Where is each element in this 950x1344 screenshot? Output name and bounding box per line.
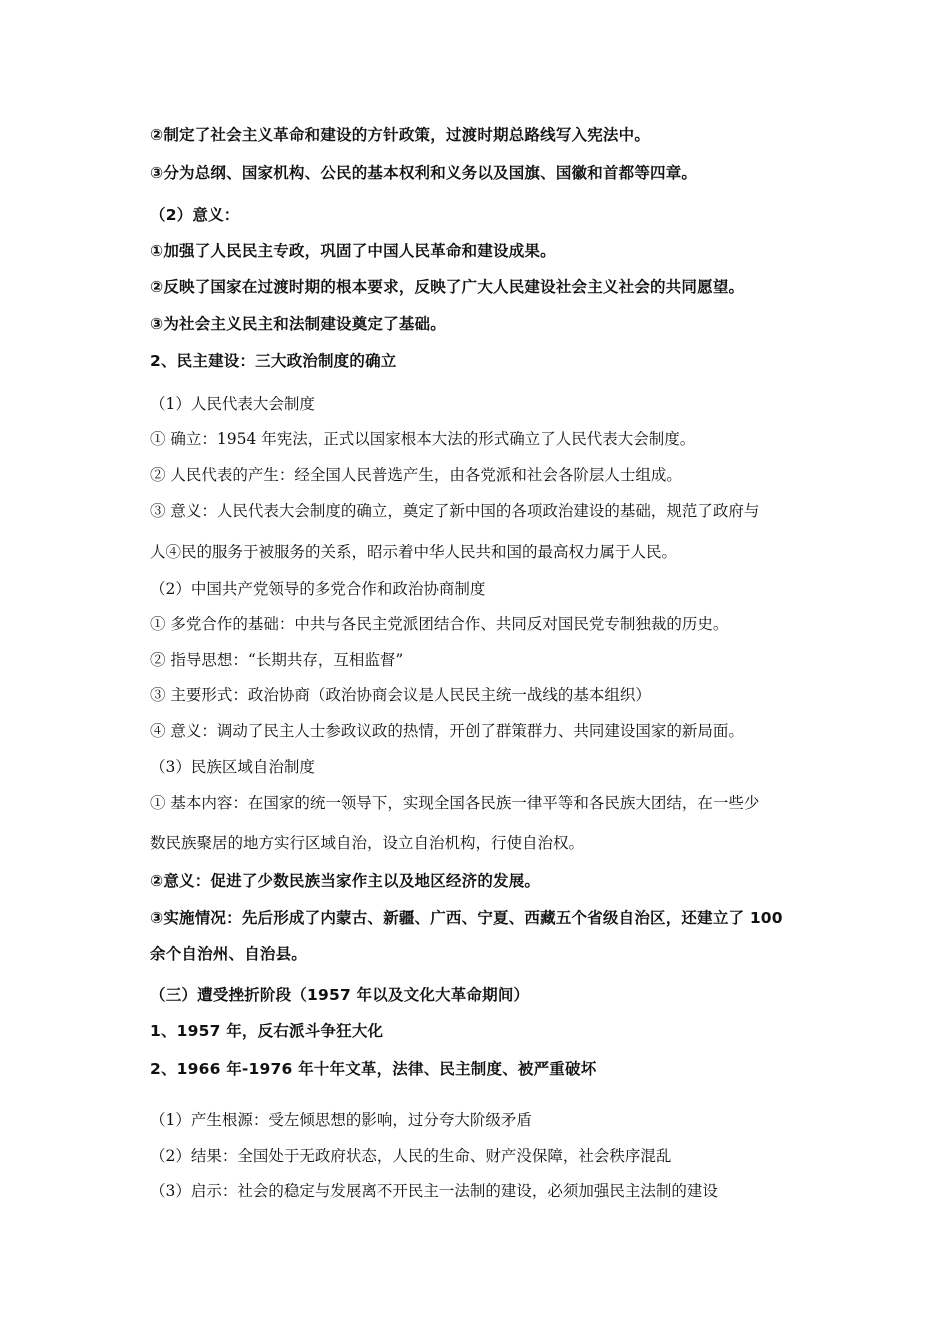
text-line: ① 确立：1954 年宪法，正式以国家根本大法的形式确立了人民代表大会制度。: [150, 430, 696, 448]
text-line: 人④民的服务于被服务的关系，昭示着中华人民共和国的最高权力属于人民。: [150, 543, 678, 561]
text-line: ② 人民代表的产生：经全国人民普选产生，由各党派和社会各阶层人士组成。: [150, 466, 682, 484]
text-line: ③ 意义：人民代表大会制度的确立，奠定了新中国的各项政治建设的基础，规范了政府与: [150, 502, 760, 520]
text-line: ② 指导思想：“长期共存，互相监督”: [150, 651, 404, 669]
text-line: ① 多党合作的基础：中共与各民主党派团结合作、共同反对国民党专制独裁的历史。: [150, 615, 729, 633]
text-line: 1、1957 年，反右派斗争狂大化: [150, 1022, 384, 1040]
section-heading: （2）中国共产党领导的多党合作和政治协商制度: [150, 580, 486, 598]
text-line: ① 基本内容：在国家的统一领导下，实现全国各民族一律平等和各民族大团结，在一些少: [150, 794, 760, 812]
section-heading: 2、民主建设：三大政治制度的确立: [150, 352, 397, 370]
text-line: ③实施情况：先后形成了内蒙古、新疆、广西、宁夏、西藏五个省级自治区，还建立了 100: [150, 909, 783, 927]
text-line: ②制定了社会主义革命和建设的方针政策，过渡时期总路线写入宪法中。: [150, 126, 651, 144]
text-line: ③ 主要形式：政治协商（政治协商会议是人民民主统一战线的基本组织）: [150, 686, 651, 704]
text-line: （2）结果：全国处于无政府状态，人民的生命、财产没保障，社会秩序混乱: [150, 1147, 672, 1165]
text-line: ②反映了国家在过渡时期的根本要求，反映了广大人民建设社会主义社会的共同愿望。: [150, 278, 745, 296]
section-heading: （1）人民代表大会制度: [150, 395, 315, 413]
section-heading: （三）遭受挫折阶段（1957 年以及文化大革命期间）: [150, 986, 530, 1004]
text-line: 余个自治州、自治县。: [150, 945, 308, 963]
section-heading: （3）民族区域自治制度: [150, 758, 315, 776]
text-line: ③分为总纲、国家机构、公民的基本权利和义务以及国旗、国徽和首都等四章。: [150, 164, 698, 182]
text-line: ③为社会主义民主和法制建设奠定了基础。: [150, 315, 446, 333]
text-line: ④ 意义：调动了民主人士参政议政的热情，开创了群策群力、共同建设国家的新局面。: [150, 722, 744, 740]
text-line: 2、1966 年-1976 年十年文革，法律、民主制度、被严重破坏: [150, 1060, 597, 1078]
text-line: 数民族聚居的地方实行区域自治，设立自治机构，行使自治权。: [150, 834, 585, 852]
text-line: （1）产生根源：受左倾思想的影响，过分夸大阶级矛盾: [150, 1111, 532, 1129]
text-line: ①加强了人民民主专政，巩固了中国人民革命和建设成果。: [150, 242, 556, 260]
text-line: ②意义：促进了少数民族当家作主以及地区经济的发展。: [150, 872, 541, 890]
text-line: （3）启示：社会的稳定与发展离不开民主一法制的建设，必须加强民主法制的建设: [150, 1182, 718, 1200]
section-heading: （2）意义：: [150, 206, 240, 224]
